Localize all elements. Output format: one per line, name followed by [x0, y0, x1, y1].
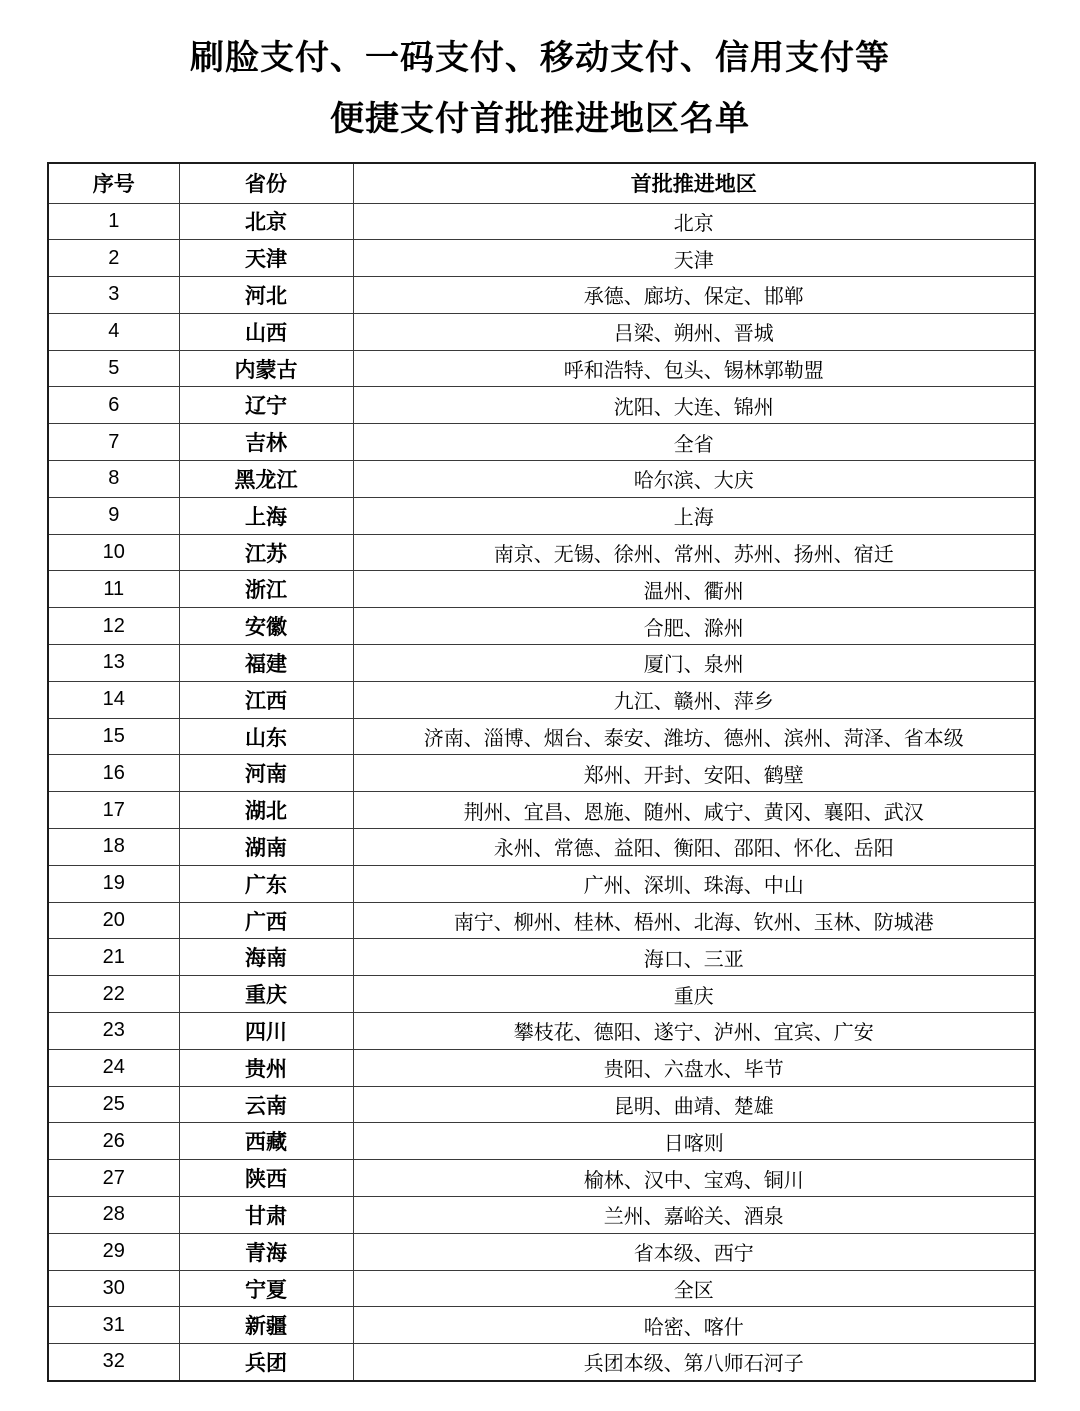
table-row: [48, 1307, 1035, 1344]
row-number-cell: 15: [48, 718, 179, 755]
table-row: [48, 645, 1035, 682]
table-row: [48, 1197, 1035, 1234]
row-number-cell: 18: [48, 829, 179, 866]
province-cell: 云南: [179, 1086, 353, 1123]
table-row: [48, 1160, 1035, 1197]
province-cell: 广东: [179, 865, 353, 902]
row-number-cell: 3: [48, 277, 179, 314]
regions-cell: 兵团本级、第八师石河子: [353, 1344, 1035, 1381]
regions-cell: 贵阳、六盘水、毕节: [353, 1049, 1035, 1086]
province-cell: 吉林: [179, 424, 353, 461]
row-number-cell: 19: [48, 865, 179, 902]
regions-cell: 哈密、喀什: [353, 1307, 1035, 1344]
province-cell: 湖南: [179, 829, 353, 866]
regions-cell: 全省: [353, 424, 1035, 461]
province-cell: 浙江: [179, 571, 353, 608]
table-row: [48, 1270, 1035, 1307]
row-number-cell: 4: [48, 313, 179, 350]
table-row: [48, 681, 1035, 718]
table-row: [48, 976, 1035, 1013]
row-number-cell: 21: [48, 939, 179, 976]
province-cell: 上海: [179, 497, 353, 534]
table-row: [48, 865, 1035, 902]
table-row: [48, 718, 1035, 755]
regions-cell: 重庆: [353, 976, 1035, 1013]
regions-cell: 哈尔滨、大庆: [353, 461, 1035, 498]
row-number-cell: 11: [48, 571, 179, 608]
row-number-cell: 13: [48, 645, 179, 682]
table-row: [48, 350, 1035, 387]
row-number-cell: 25: [48, 1086, 179, 1123]
regions-cell: 省本级、西宁: [353, 1233, 1035, 1270]
table-row: [48, 240, 1035, 277]
row-number-cell: 14: [48, 681, 179, 718]
table-row: [48, 387, 1035, 424]
province-cell: 四川: [179, 1013, 353, 1050]
regions-cell: 济南、淄博、烟台、泰安、潍坊、德州、滨州、菏泽、省本级: [353, 718, 1035, 755]
table-row: [48, 313, 1035, 350]
table-row: [48, 1123, 1035, 1160]
table-row: [48, 497, 1035, 534]
table-row: [48, 902, 1035, 939]
row-number-cell: 9: [48, 497, 179, 534]
row-number-cell: 5: [48, 350, 179, 387]
province-cell: 安徽: [179, 608, 353, 645]
row-number-cell: 26: [48, 1123, 179, 1160]
province-cell: 河北: [179, 277, 353, 314]
row-number-cell: 10: [48, 534, 179, 571]
province-cell: 宁夏: [179, 1270, 353, 1307]
regions-cell: 永州、常德、益阳、衡阳、邵阳、怀化、岳阳: [353, 829, 1035, 866]
table-row: [48, 571, 1035, 608]
regions-cell: 广州、深圳、珠海、中山: [353, 865, 1035, 902]
row-number-cell: 23: [48, 1013, 179, 1050]
regions-cell: 承德、廊坊、保定、邯郸: [353, 277, 1035, 314]
document-title-line2: 便捷支付首批推进地区名单: [330, 99, 750, 139]
province-cell: 山东: [179, 718, 353, 755]
regions-cell: 昆明、曲靖、楚雄: [353, 1086, 1035, 1123]
table-row: [48, 1233, 1035, 1270]
regions-cell: 全区: [353, 1270, 1035, 1307]
row-number-cell: 7: [48, 424, 179, 461]
table-row: [48, 1344, 1035, 1381]
row-number-cell: 8: [48, 461, 179, 498]
province-cell: 内蒙古: [179, 350, 353, 387]
regions-cell: 吕梁、朔州、晋城: [353, 313, 1035, 350]
table-header-row: [48, 163, 1035, 203]
table-row: [48, 792, 1035, 829]
province-cell: 湖北: [179, 792, 353, 829]
document-title-line1: 刷脸支付、一码支付、移动支付、信用支付等: [190, 38, 890, 78]
table-row: [48, 461, 1035, 498]
province-cell: 兵团: [179, 1344, 353, 1381]
regions-cell: 呼和浩特、包头、锡林郭勒盟: [353, 350, 1035, 387]
table-row: [48, 1049, 1035, 1086]
province-cell: 广西: [179, 902, 353, 939]
province-cell: 天津: [179, 240, 353, 277]
province-cell: 江苏: [179, 534, 353, 571]
regions-cell: 海口、三亚: [353, 939, 1035, 976]
regions-cell: 天津: [353, 240, 1035, 277]
regions-cell: 日喀则: [353, 1123, 1035, 1160]
row-number-cell: 27: [48, 1160, 179, 1197]
row-number-cell: 22: [48, 976, 179, 1013]
row-number-cell: 17: [48, 792, 179, 829]
regions-cell: 温州、衢州: [353, 571, 1035, 608]
table-row: [48, 608, 1035, 645]
row-number-cell: 6: [48, 387, 179, 424]
table-row: [48, 755, 1035, 792]
table-row: [48, 203, 1035, 240]
province-cell: 江西: [179, 681, 353, 718]
province-cell: 黑龙江: [179, 461, 353, 498]
row-number-cell: 12: [48, 608, 179, 645]
regions-cell: 榆林、汉中、宝鸡、铜川: [353, 1160, 1035, 1197]
col-header-number: 序号: [48, 163, 179, 203]
province-cell: 北京: [179, 203, 353, 240]
province-cell: 辽宁: [179, 387, 353, 424]
province-cell: 河南: [179, 755, 353, 792]
table-row: [48, 1086, 1035, 1123]
col-header-province: 省份: [179, 163, 353, 203]
table-row: [48, 939, 1035, 976]
regions-cell: 攀枝花、德阳、遂宁、泸州、宜宾、广安: [353, 1013, 1035, 1050]
table-body: [48, 203, 1035, 1381]
row-number-cell: 30: [48, 1270, 179, 1307]
regions-cell: 厦门、泉州: [353, 645, 1035, 682]
regions-cell: 上海: [353, 497, 1035, 534]
regions-cell: 沈阳、大连、锦州: [353, 387, 1035, 424]
row-number-cell: 24: [48, 1049, 179, 1086]
table-row: [48, 1013, 1035, 1050]
table-row: [48, 424, 1035, 461]
row-number-cell: 1: [48, 203, 179, 240]
row-number-cell: 32: [48, 1344, 179, 1381]
province-cell: 山西: [179, 313, 353, 350]
row-number-cell: 2: [48, 240, 179, 277]
row-number-cell: 29: [48, 1233, 179, 1270]
regions-cell: 郑州、开封、安阳、鹤壁: [353, 755, 1035, 792]
regions-cell: 南宁、柳州、桂林、梧州、北海、钦州、玉林、防城港: [353, 902, 1035, 939]
province-cell: 贵州: [179, 1049, 353, 1086]
row-number-cell: 20: [48, 902, 179, 939]
row-number-cell: 16: [48, 755, 179, 792]
table-row: [48, 534, 1035, 571]
regions-cell: 荆州、宜昌、恩施、随州、咸宁、黄冈、襄阳、武汉: [353, 792, 1035, 829]
row-number-cell: 28: [48, 1197, 179, 1234]
regions-table: [47, 162, 1036, 1382]
province-cell: 海南: [179, 939, 353, 976]
province-cell: 甘肃: [179, 1197, 353, 1234]
table-row: [48, 277, 1035, 314]
province-cell: 陕西: [179, 1160, 353, 1197]
province-cell: 重庆: [179, 976, 353, 1013]
province-cell: 西藏: [179, 1123, 353, 1160]
regions-cell: 兰州、嘉峪关、酒泉: [353, 1197, 1035, 1234]
province-cell: 青海: [179, 1233, 353, 1270]
row-number-cell: 31: [48, 1307, 179, 1344]
province-cell: 福建: [179, 645, 353, 682]
regions-cell: 北京: [353, 203, 1035, 240]
regions-cell: 南京、无锡、徐州、常州、苏州、扬州、宿迁: [353, 534, 1035, 571]
province-cell: 新疆: [179, 1307, 353, 1344]
regions-cell: 合肥、滁州: [353, 608, 1035, 645]
regions-cell: 九江、赣州、萍乡: [353, 681, 1035, 718]
table-row: [48, 829, 1035, 866]
col-header-regions: 首批推进地区: [353, 163, 1035, 203]
